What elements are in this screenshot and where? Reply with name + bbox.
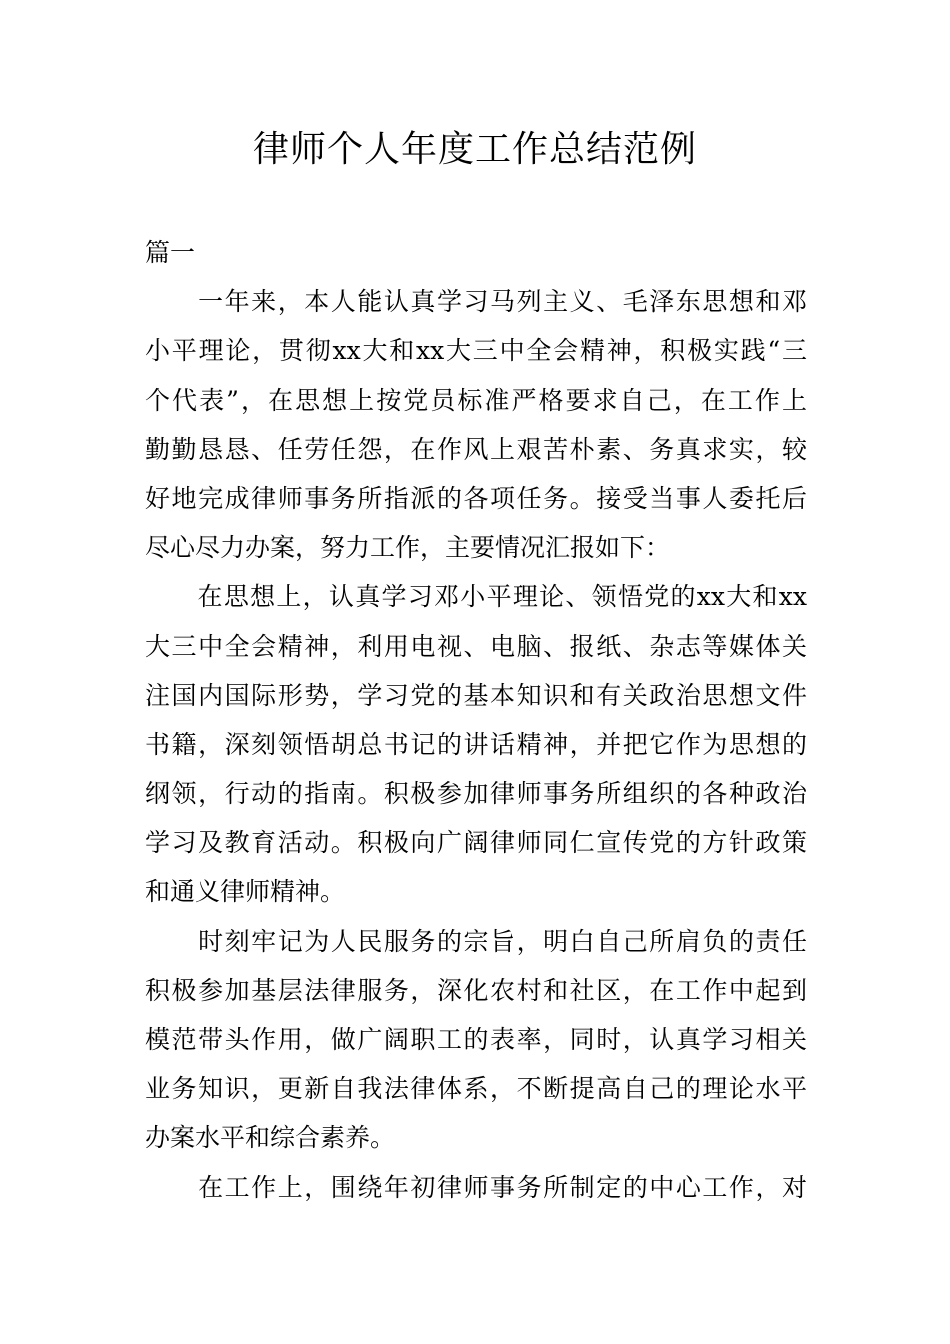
paragraph-line: 模范带头作用，做广阔职工的表率，同时，认真学习相关 xyxy=(145,1025,807,1054)
paragraph-4 xyxy=(145,1163,807,1212)
paragraph-line: 和通义律师精神。 xyxy=(145,877,346,907)
paragraph-line: 个代表”，在思想上按党员标准严格要求自己，在工作上 xyxy=(145,385,807,415)
paragraph-line: 业务知识，更新自我法律体系，不断提高自己的理论水平 xyxy=(145,1074,807,1104)
document-title: 律师个人年度工作总结范例 xyxy=(252,129,697,170)
paragraph-line: 在工作上，围绕年初律师事务所制定的中心工作，对 xyxy=(145,1172,807,1202)
paragraph-line: 大三中全会精神，利用电视、电脑、报纸、杂志等媒体关 xyxy=(145,631,807,661)
paragraph-line: 纲领，行动的指南。积极参加律师事务所组织的各种政治 xyxy=(145,779,807,809)
paragraph-line: 好地完成律师事务所指派的各项任务。接受当事人委托后 xyxy=(145,483,807,513)
paragraph-2 xyxy=(145,572,807,916)
paragraph-line: 勤勤恳恳、任劳任怨，在作风上艰苦朴素、务真求实，较 xyxy=(145,434,807,464)
paragraph-line: 办案水平和综合素养。 xyxy=(145,1123,396,1153)
paragraph-line: 注国内国际形势，学习党的基本知识和有关政治思想文件 xyxy=(145,680,807,710)
paragraph-line: 学习及教育活动。积极向广阔律师同仁宣传党的方针政策 xyxy=(145,828,807,858)
paragraph-line: 时刻牢记为人民服务的宗旨，明白自己所肩负的责任 xyxy=(145,926,807,956)
document-body xyxy=(145,228,807,1212)
paragraph-line: 积极参加基层法律服务，深化农村和社区，在工作中起到 xyxy=(145,975,807,1005)
paragraph-line: 小平理论，贯彻xx大和xx大三中全会精神，积极实践“三 xyxy=(145,336,807,366)
paragraph-line: 在思想上，认真学习邓小平理论、领悟党的xx大和xx xyxy=(145,582,807,612)
section-label: 篇一 xyxy=(145,238,196,267)
paragraph-line: 书籍，深刻领悟胡总书记的讲话精神，并把它作为思想的 xyxy=(145,729,807,759)
paragraph-line: 一年来，本人能认真学习马列主义、毛泽东思想和邓 xyxy=(145,287,807,317)
paragraph-line: 尽心尽力办案，努力工作，主要情况汇报如下： xyxy=(145,533,671,563)
paragraph-3 xyxy=(145,917,807,1163)
paragraph-1 xyxy=(145,277,807,572)
